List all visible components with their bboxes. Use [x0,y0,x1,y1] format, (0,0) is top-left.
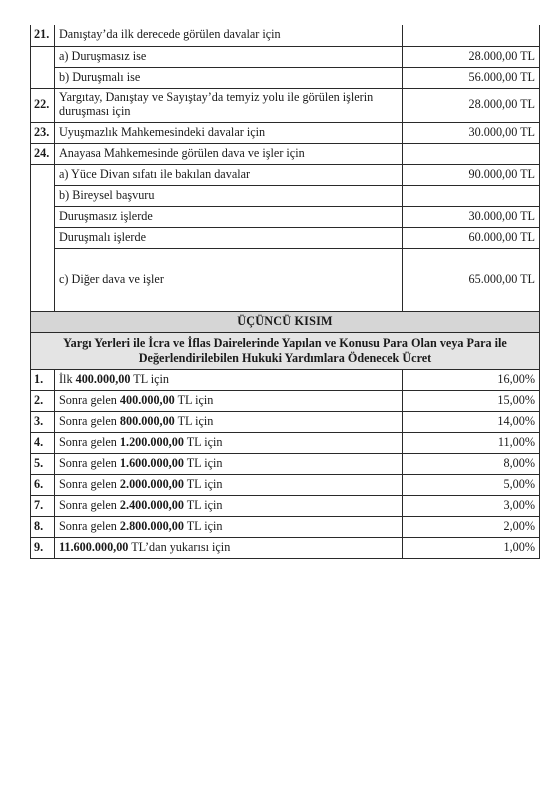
text-prefix: Sonra gelen [59,435,120,450]
rate-percent: 2,00% [403,517,540,538]
table-row [31,475,540,496]
table-row [31,67,540,88]
row-number: 3. [31,412,55,433]
text-suffix: TL için [130,372,170,387]
table-row [31,185,540,206]
row-amount: 56.000,00 TL [403,67,540,88]
bracket-amount: 1.200.000,00 [119,435,184,450]
bracket-amount: 400.000,00 [119,393,175,408]
row-amount: 60.000,00 TL [403,227,540,248]
row-amount [403,143,540,164]
row-description: a) Duruşmasız ise [55,46,403,67]
row-amount: 90.000,00 TL [403,164,540,185]
row-number: 22. [31,88,55,122]
text-prefix: Sonra gelen [59,456,120,471]
row-description: Duruşmalı işlerde [55,227,403,248]
row-number: 9. [31,538,55,559]
row-description: c) Diğer dava ve işler [55,248,403,311]
row-number [31,248,55,311]
row-amount [403,185,540,206]
row-number [31,227,55,248]
table-row [31,391,540,412]
fee-table [30,25,540,559]
table-row [31,538,540,559]
text-prefix: İlk [59,372,76,387]
text-prefix: Sonra gelen [59,519,120,534]
row-number [31,206,55,227]
row-number [31,185,55,206]
row-description: a) Yüce Divan sıfatı ile bakılan davalar [55,164,403,185]
rate-percent: 11,00% [403,433,540,454]
rate-percent: 8,00% [403,454,540,475]
table-row [31,227,540,248]
table-row [31,412,540,433]
bracket-amount: 11.600.000,00 [59,540,129,555]
table-row [31,454,540,475]
text-suffix: TL için [174,393,214,408]
text-suffix: TL için [174,414,214,429]
row-description [55,412,403,433]
row-description: b) Bireysel başvuru [55,185,403,206]
row-description [55,475,403,496]
row-description: Danıştay’da ilk derecede görülen davalar için [55,25,403,46]
row-amount: 28.000,00 TL [403,46,540,67]
row-description [55,454,403,475]
table-row [31,164,540,185]
row-number: 21. [31,25,55,46]
text-suffix: TL için [183,498,223,513]
table-row [31,206,540,227]
table-row [31,517,540,538]
bracket-amount: 2.400.000,00 [119,498,184,513]
row-number: 4. [31,433,55,454]
row-description: b) Duruşmalı ise [55,67,403,88]
row-description: Anayasa Mahkemesinde görülen dava ve işler için [55,143,403,164]
text-suffix: TL’dan yukarısı için [128,540,231,555]
row-number: 8. [31,517,55,538]
row-amount: 28.000,00 TL [403,88,540,122]
row-description: Duruşmasız işlerde [55,206,403,227]
row-number [31,164,55,185]
row-number: 2. [31,391,55,412]
rate-percent: 16,00% [403,370,540,391]
rate-percent: 14,00% [403,412,540,433]
bracket-amount: 400.000,00 [75,372,131,387]
table-row [31,143,540,164]
bracket-amount: 800.000,00 [119,414,175,429]
text-suffix: TL için [183,456,223,471]
rate-percent: 15,00% [403,391,540,412]
rate-percent: 1,00% [403,538,540,559]
row-description [55,517,403,538]
rate-percent: 3,00% [403,496,540,517]
text-prefix: Sonra gelen [59,477,120,492]
section-title-row [31,311,540,332]
row-number: 7. [31,496,55,517]
row-description [55,370,403,391]
text-suffix: TL için [183,435,223,450]
table-row [31,25,540,46]
section-title: ÜÇÜNCÜ KISIM [31,311,540,332]
row-amount: 30.000,00 TL [403,122,540,143]
table-row [31,88,540,122]
row-description [55,391,403,412]
table-row [31,370,540,391]
table-row [31,496,540,517]
section-heading: Yargı Yerleri ile İcra ve İflas Dairelerinde Yapılan ve Konusu Para Olan veya Para ile Değerlendirilebilen Hukuki Yardımlara Ödenecek Ücret [31,332,540,370]
row-description: Uyuşmazlık Mahkemesindeki davalar için [55,122,403,143]
row-description [55,538,403,559]
row-amount [403,25,540,46]
row-number: 5. [31,454,55,475]
row-number [31,67,55,88]
row-number: 6. [31,475,55,496]
bracket-amount: 2.000.000,00 [119,477,184,492]
row-amount: 30.000,00 TL [403,206,540,227]
row-number: 1. [31,370,55,391]
row-number: 23. [31,122,55,143]
bracket-amount: 1.600.000,00 [119,456,184,471]
text-suffix: TL için [183,519,223,534]
row-description [55,433,403,454]
row-amount: 65.000,00 TL [403,248,540,311]
table-row [31,248,540,311]
row-number [31,46,55,67]
text-prefix: Sonra gelen [59,393,120,408]
text-prefix: Sonra gelen [59,498,120,513]
rate-percent: 5,00% [403,475,540,496]
table-row [31,122,540,143]
bracket-amount: 2.800.000,00 [119,519,184,534]
text-suffix: TL için [183,477,223,492]
table-row [31,46,540,67]
row-description: Yargıtay, Danıştay ve Sayıştay’da temyiz yolu ile görülen işlerin duruşması için [55,88,403,122]
table-row [31,433,540,454]
row-number: 24. [31,143,55,164]
text-prefix: Sonra gelen [59,414,120,429]
section-heading-row [31,332,540,370]
row-description [55,496,403,517]
